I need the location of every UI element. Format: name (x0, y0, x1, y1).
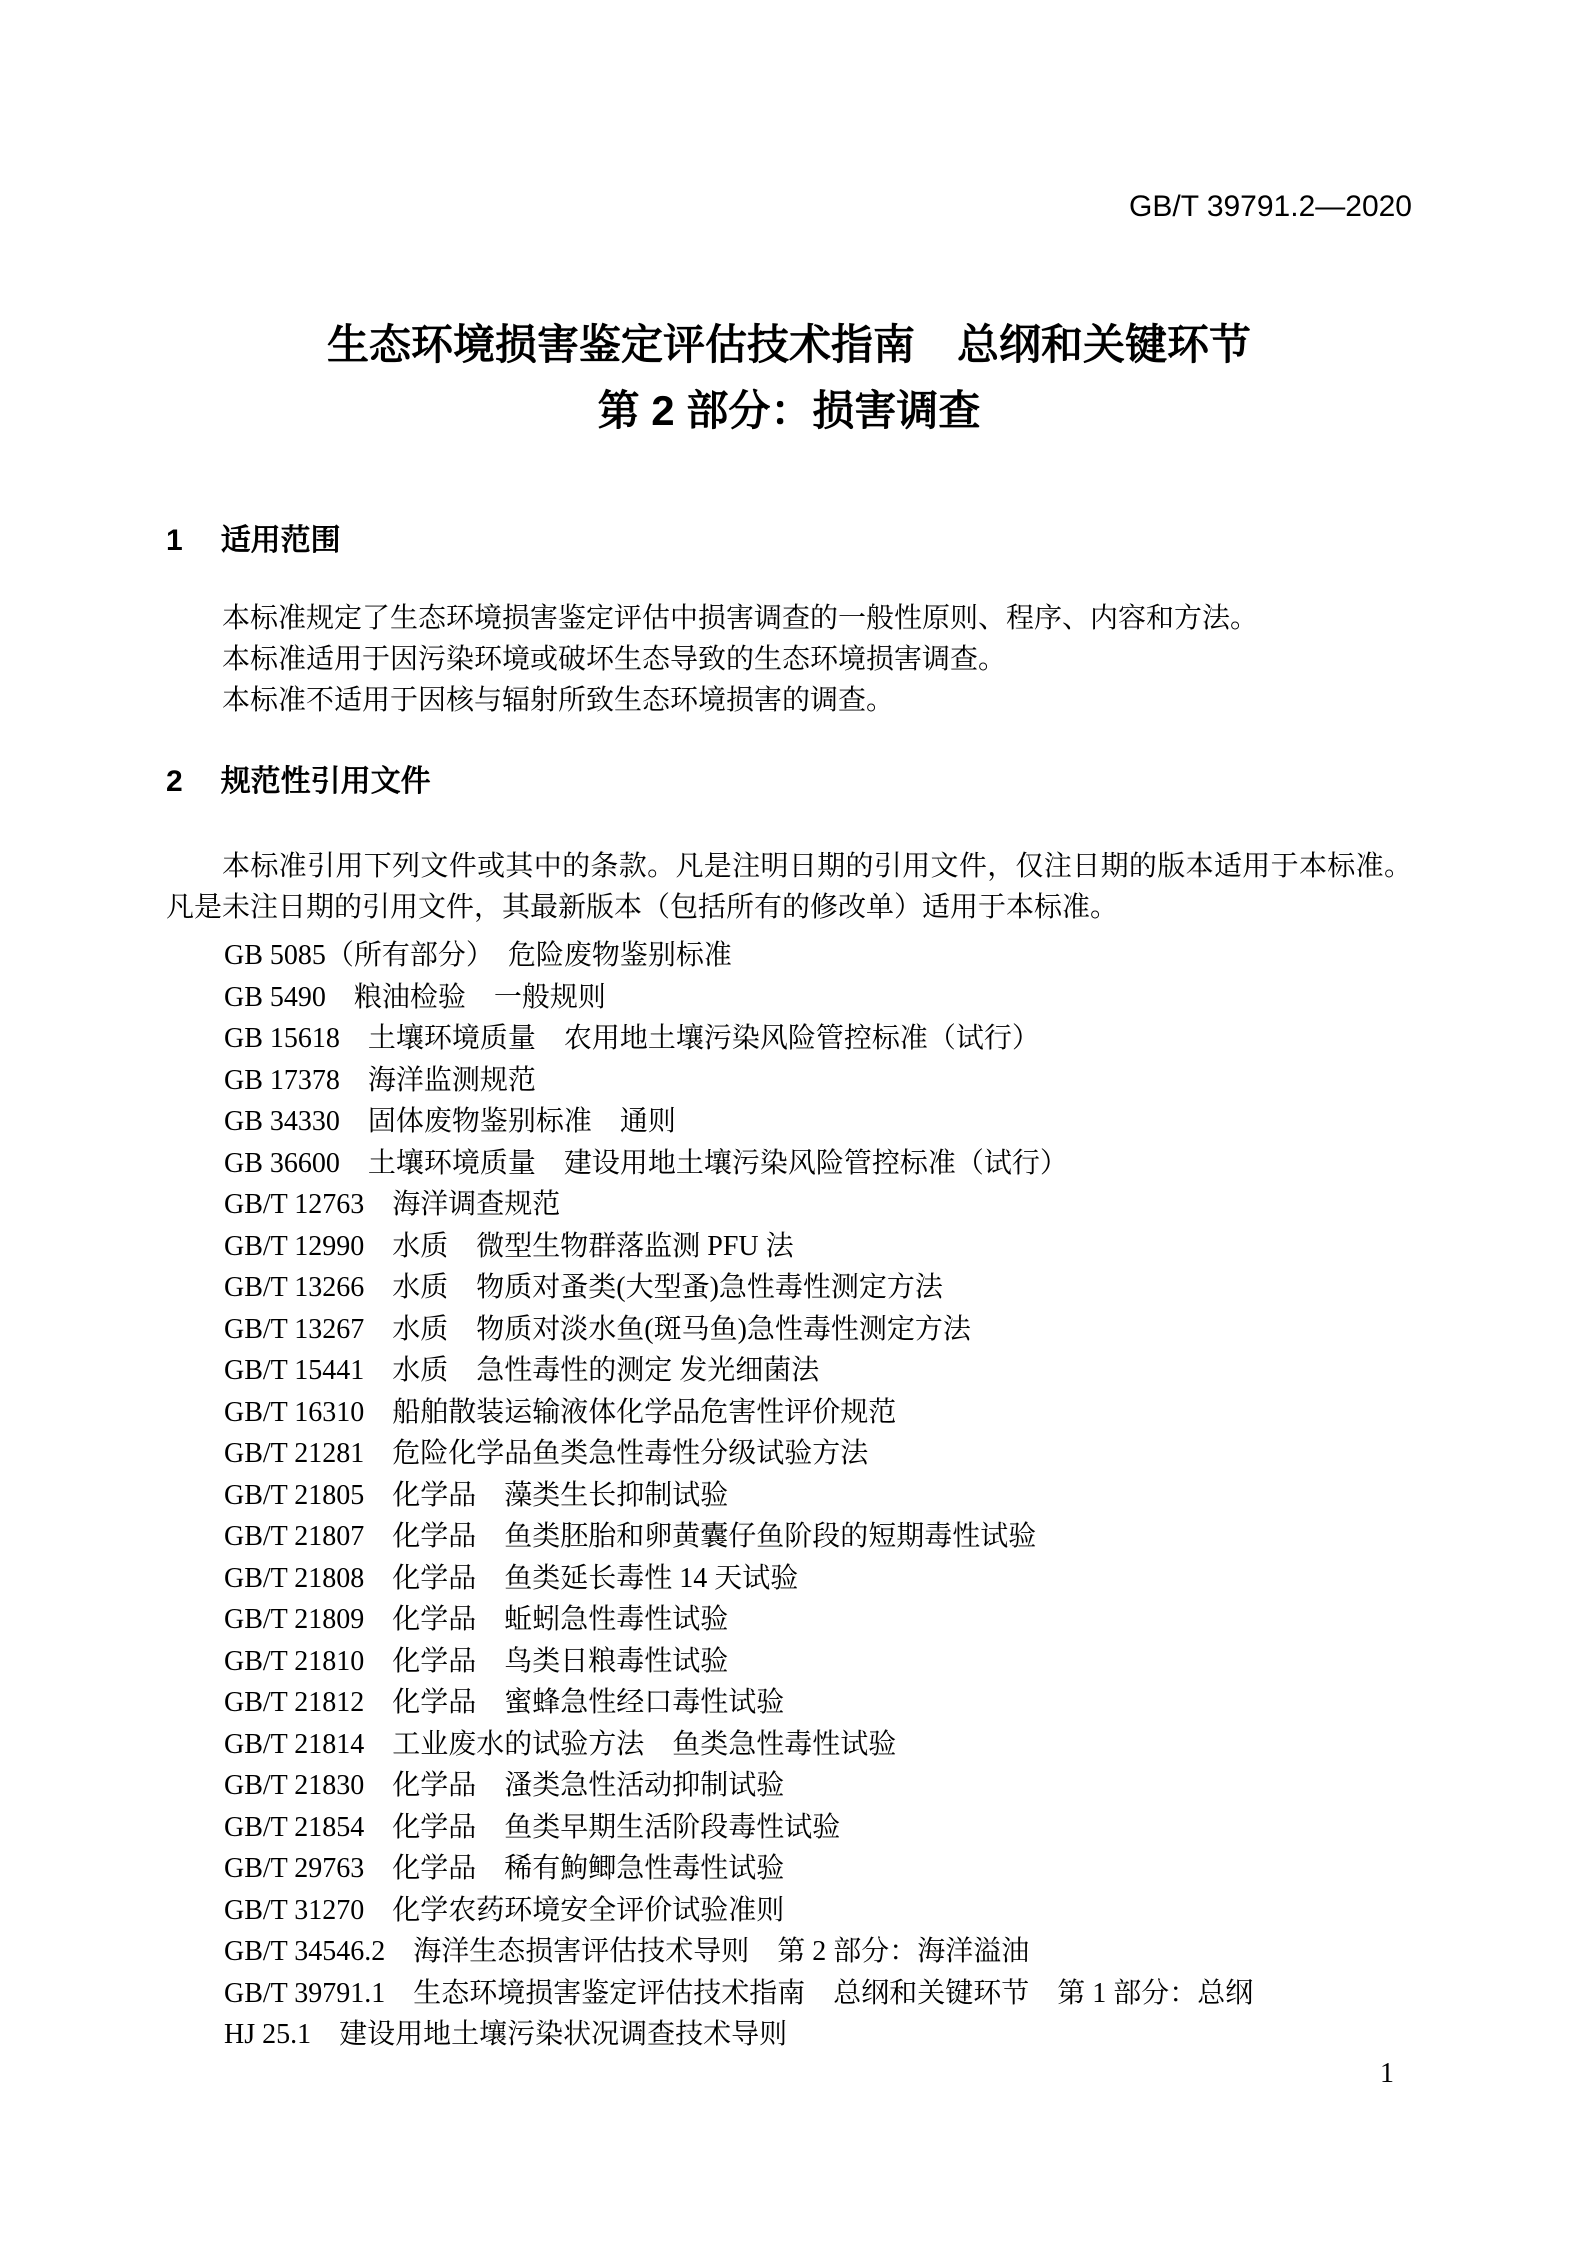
body-paragraph: 本标准规定了生态环境损害鉴定评估中损害调查的一般性原则、程序、内容和方法。 (222, 603, 1259, 634)
body-paragraph: 本标准引用下列文件或其中的条款。凡是注明日期的引用文件，仅注日期的版本适用于本标准。凡是未注日期的引用文件，其最新版本（包括所有的修改单）适用于本标准。 (166, 851, 1412, 923)
reference-item: GB/T 34546.2 海洋生态损害评估技术导则 第 2 部分：海洋溢油 (224, 1936, 1030, 1967)
reference-item: GB/T 12763 海洋调查规范 (224, 1189, 561, 1220)
section-1-heading (166, 520, 1412, 562)
reference-item: GB/T 21805 化学品 藻类生长抑制试验 (224, 1479, 729, 1511)
section-2-number: 2 (166, 765, 183, 798)
section-1-number: 1 (166, 524, 183, 557)
section-scope (166, 520, 1412, 721)
section-2-paragraphs (166, 846, 1412, 928)
reference-item: GB/T 21808 化学品 鱼类延长毒性 14 天试验 (224, 1562, 799, 1594)
reference-item: GB/T 13266 水质 物质对蚤类(大型蚤)急性毒性测定方法 (224, 1272, 943, 1303)
section-1-paragraphs (166, 598, 1412, 721)
reference-item: GB/T 13267 水质 物质对淡水鱼(斑马鱼)急性毒性测定方法 (224, 1313, 971, 1345)
standard-number-header: GB/T 39791.2—2020 (1129, 190, 1412, 223)
reference-item: GB/T 16310 船舶散装运输液体化学品危害性评价规范 (224, 1396, 897, 1428)
reference-item: GB/T 21854 化学品 鱼类早期生活阶段毒性试验 (224, 1811, 841, 1843)
reference-item: GB/T 21830 化学品 溞类急性活动抑制试验 (224, 1770, 785, 1801)
reference-item: GB/T 21809 化学品 蚯蚓急性毒性试验 (224, 1604, 729, 1635)
page-number: 1 (1380, 2058, 1394, 2089)
reference-item: GB/T 31270 化学农药环境安全评价试验准则 (224, 1894, 785, 1926)
body-paragraph: 本标准适用于因污染环境或破坏生态导致的生态环境损害调查。 (222, 644, 1007, 675)
section-2-title: 规范性引用文件 (220, 765, 431, 798)
document-title-line-2: 第 2 部分：损害调查 (597, 387, 981, 434)
reference-item: GB/T 39791.1 生态环境损害鉴定评估技术指南 总纲和关键环节 第 1 部分：总纲 (224, 1977, 1254, 2009)
reference-item: GB/T 29763 化学品 稀有鮈鲫急性毒性试验 (224, 1853, 785, 1884)
reference-item: GB/T 12990 水质 微型生物群落监测 PFU 法 (224, 1230, 794, 1262)
reference-list (166, 935, 1412, 2056)
reference-item: GB 36600 土壤环境质量 建设用地土壤污染风险管控标准（试行） (224, 1147, 1068, 1179)
reference-item: GB/T 15441 水质 急性毒性的测定 发光细菌法 (224, 1355, 820, 1386)
body-paragraph: 本标准不适用于因核与辐射所致生态环境损害的调查。 (222, 685, 895, 716)
reference-item: GB 5085（所有部分） 危险废物鉴别标准 (224, 940, 732, 971)
reference-item: GB/T 21810 化学品 鸟类日粮毒性试验 (224, 1645, 729, 1677)
reference-item: GB/T 21814 工业废水的试验方法 鱼类急性毒性试验 (224, 1728, 897, 1760)
page-content (166, 0, 1412, 2056)
document-title-line-1: 生态环境损害鉴定评估技术指南 总纲和关键环节 (326, 321, 1251, 368)
reference-item: HJ 25.1 建设用地土壤污染状况调查技术导则 (224, 2019, 788, 2050)
section-2-heading (166, 761, 1412, 803)
reference-item: GB 17378 海洋监测规范 (224, 1064, 536, 1096)
section-normative-references (166, 761, 1412, 2056)
reference-item: GB 15618 土壤环境质量 农用地土壤污染风险管控标准（试行） (224, 1023, 1040, 1054)
reference-item: GB/T 21812 化学品 蜜蜂急性经口毒性试验 (224, 1687, 785, 1718)
reference-item: GB/T 21807 化学品 鱼类胚胎和卵黄囊仔鱼阶段的短期毒性试验 (224, 1521, 1037, 1552)
section-1-title: 适用范围 (220, 524, 341, 557)
reference-item: GB 34330 固体废物鉴别标准 通则 (224, 1106, 676, 1137)
reference-item: GB/T 21281 危险化学品鱼类急性毒性分级试验方法 (224, 1438, 869, 1469)
reference-item: GB 5490 粮油检验 一般规则 (224, 981, 606, 1013)
